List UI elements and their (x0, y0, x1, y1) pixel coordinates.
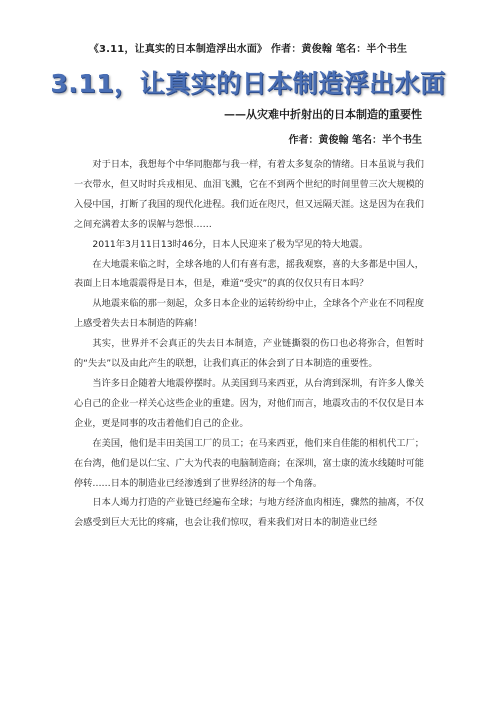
paragraph: 从地震来临的那一刻起，众多日本企业的运转纷纷中止，全球各个产业在不同程度上感受着失去日本制造的阵痛！ (74, 298, 424, 330)
document-header: 《3.11，让真实的日本制造浮出水面》 作者：黄俊翰 笔名：半个书生 (88, 44, 408, 55)
document-subtitle: ——从灾难中折射出的日本制造的重要性 (224, 108, 422, 121)
body-text (74, 155, 424, 533)
paragraph: 其实，世界并不会真正的失去日本制造，产业链撕裂的伤口也必将弥合，但暂时的“失去”以及由此产生的联想，让我们真正的体会到了日本制造的重要性。 (74, 338, 424, 370)
paragraph: 对于日本，我想每个中华同胞都与我一样，有着太多复杂的情绪。日本虽说与我们一衣带水，但又时时兵戎相见、血泪飞溅，它在不到两个世纪的时间里曾三次大规模的入侵中国，打断了我国的现代化进程。我们近在咫尺，但又远隔天涯。这是因为在我们之间充满着太多的误解与怨恨…… (74, 159, 424, 230)
paragraph: 在美国，他们是丰田美国工厂的员工；在马来西亚，他们来自佳能的相机代工厂；在台湾，他们是以仁宝、广大为代表的电脑制造商；在深圳，富士康的流水线随时可能停转……日本的制造业已经渗透到了世界经济的每一个角落。 (74, 437, 424, 489)
author-line: 作者：黄俊翰 笔名：半个书生 (288, 135, 422, 146)
document-title: 3.11，让真实的日本制造浮出水面 (50, 69, 446, 98)
paragraph: 当许多日企随着大地震停摆时。从美国到马来西亚，从台湾到深圳，有许多人像关心自己的企业一样关心这些企业的重建。因为，对他们而言，地震攻击的不仅仅是日本企业，更是同事的攻击着他们自己的企业。 (74, 377, 424, 429)
paragraph: 日本人竭力打造的产业链已经遍布全球；与地方经济血肉相连，骤然的抽离，不仅会感受到巨大无比的疼痛，也会让我们惊叹，看来我们对日本的制造业已经 (74, 497, 424, 529)
paragraph: 2011年3月11日13时46分，日本人民迎来了极为罕见的特大地震。 (92, 238, 369, 250)
paragraph: 在大地震来临之时，全球各地的人们有喜有悲，摇我观察，喜的大多都是中国人，表面上日本地震震得是日本，但是，难道“受灾”的真的仅仅只有日本吗？ (74, 258, 424, 290)
